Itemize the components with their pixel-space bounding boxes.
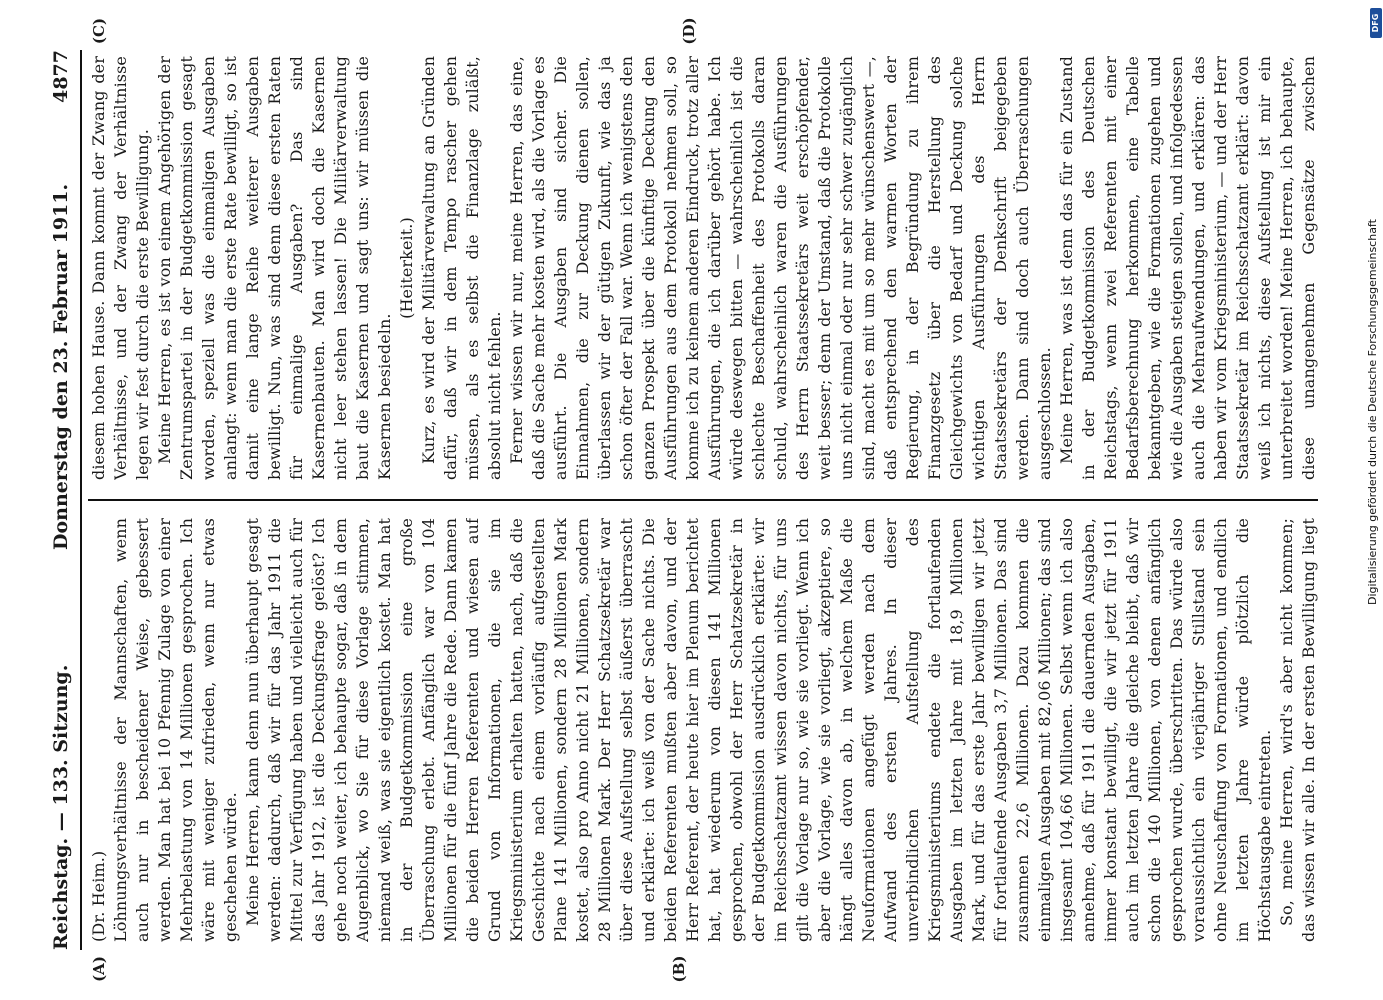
paragraph: diesem hohen Hause. Dann kommt der Zwang der Verhältnisse, und der Zwang der Verhältnisse legen wir fest durch die erste Bewilligung. (89, 56, 152, 480)
column-divider (88, 499, 1318, 501)
funding-sidebar (1362, 0, 1383, 1000)
header-date: Donnerstag den 23. Februar 1911. (50, 183, 72, 550)
speaker-label: (Dr. Heim.) (89, 850, 108, 942)
newspaper-page (30, 17, 1320, 983)
paragraph: So, meine Herren, wird's aber nicht kommen; das wissen wir alle. In der ersten Bewilligung liegt (1277, 518, 1318, 942)
dfg-logo (1370, 8, 1382, 38)
margin-marker-b: (B) (670, 955, 688, 983)
margin-marker-d: (D) (680, 17, 698, 45)
paragraph: Meine Herren, was ist denn das für ein Zustand in der Budgetkommission des Deutschen Reichstags, wenn zwei Referenten mit einer Bedarfsberechnung herkommen, eine Tabelle bekanntgeben, wie die Formationen zugehen und wie die Ausgaben steigen sollen, und infolgedessen auch die Mehraufwendungen, und erklären: das haben wir vom Kriegsministerium, — und der Herr Staatssekretär im Reichsschatzamt erklärt: davon weiß ich nichts, diese Aufstellung ist mir ein unterbreitet worden! Meine Herren, ich behaupte, diese unangenehmen Gegensätze zwischen (1057, 56, 1318, 480)
paragraph: Meine Herren, kann denn nun überhaupt gesagt werden: dadurch, daß wir für das Jahr 1911 die Mittel zur Verfügung haben und vielleicht auch für das Jahr 1912, ist die Deckungsfrage gelöst? Ich gehe noch weiter, ich behaupte sogar, daß in dem Augenblick, wo Sie für diese Vorlage stimmen, niemand weiß, was sie eigentlich kostet. Man hat in der Budgetkommission eine große Überraschung erlebt. Anfänglich war von 104 Millionen für die fünf Jahre die Rede. Dann kamen die beiden Herren Referenten und wiesen auf Grund von Informationen, die sie im Kriegsministerium erhalten hatten, nach, daß die Geschichte nach einem vorläufig aufgestellten Plane 141 Millionen, sondern 28 Millionen Mark kostet, also pro Anno nicht 21 Millionen, sondern 28 Millionen Mark. Der Herr Schatzsekretär war über diese Aufstellung selbst äußerst überrascht und erklärte: ich weiß von der Sache nichts. Die beiden Referenten mußten aber davon, und der Herr Referent, der heute hier im Plenum berichtet hat, hat wiederum von diesen 141 Millionen gesprochen, obwohl der Herr Schatzsekretär in der Budgetkommission ausdrücklich erklärte: wir im Reichsschatzamt wissen davon nichts, für uns gilt die Vorlage nur so, wie sie vorliegt. Wenn ich aber die Vorlage, wie sie vorliegt, akzeptiere, so hängt alles davon ab, in welchem Maße die Neuformationen angefügt werden nach dem Aufwand des ersten Jahres. In dieser unverbindlichen Aufstellung des Kriegsministeriums endete die fortlaufenden Ausgaben im letzten Jahre mit 18,9 Millionen Mark, und für das erste Jahr bewilligen wir jetzt für fortlaufende Ausgaben 3,7 Millionen. Das sind zusammen 22,6 Millionen. Dazu kommen die einmaligen Ausgaben mit 82,06 Millionen; das sind insgesamt 104,66 Millionen. Selbst wenn ich also annehme, daß für 1911 die dauernden Ausgaben, immer konstant bewilligt, die wir jetzt für 1911 auch im letzten Jahre die gleiche bleibt, daß wir schon die 140 Millionen, von denen anfänglich gesprochen wurde, überschritten. Das würde also voraussichtlich ein vierjähriger Stillstand sein ohne Neuschaffung von Formationen, und endlich im letzten Jahre würde plötzlich die Höchstausgabe eintreten. (243, 518, 1274, 942)
paragraph: Ferner wissen wir nur, meine Herren, das eine, daß die Sache mehr kosten wird, als die Vorlage es ausführt. Die Ausgaben sind sicher. Die Einnahmen, die zur Deckung dienen sollen, überlassen wir der gütigen Zukunft, wie das ja schon öfter der Fall war. Wenn ich wenigstens den ganzen Prospekt über die künftige Deckung den Ausführungen aus dem Protokoll nehmen soll, so komme ich zu keinem anderen Eindruck, trotz aller Ausführungen, die ich darüber gehört habe. Ich würde deswegen bitten — wahrscheinlich ist die schlechte Beschaffenheit des Protokolls daran schuld, wahrscheinlich waren die Ausführungen des Herrn Staatssekretärs weit erschöpfender, weit besser; denn der Umstand, daß die Protokolle uns nicht einmal oder nur sehr schwer zugänglich sind, macht es mit um so mehr wünschenswert —, daß entsprechend den warmen Worten der Regierung, in der Begründung zu ihrem Finanzgesetz über die Herstellung des Gleichgewichts von Bedarf und Deckung solche wichtigen Ausführungen des Herrn Staatssekretärs der Denkschrift beigegeben werden. Dann sind doch auch Überraschungen ausgeschlossen. (507, 56, 1054, 480)
paragraph: Meine Herren, es ist von einem Angehörigen der Zentrumspartei in der Budgetkommission gesagt worden, speziell was die einmaligen Ausgaben anlangt: wenn man die erste Rate bewilligt, so ist damit eine lange Reihe weiterer Ausgaben bewilligt. Nun, was sind denn diese ersten Raten für einmalige Ausgaben? Das sind Kasernenbauten. Man wird doch die Kasernen nicht leer stehen lassen! Die Militärverwaltung baut die Kasernen und sagt uns: wir müssen die Kasernen besiedeln. (155, 56, 394, 480)
interjection: (Heiterkeit.) (397, 217, 416, 319)
funding-notice: Digitalisierung gefördert durch die Deutsche Forschungsgemeinschaft (1366, 219, 1379, 605)
header-title: Reichstag. — 133. Sitzung. (50, 664, 72, 950)
page-number: 4877 (50, 50, 72, 103)
left-column (88, 518, 1318, 942)
paragraph: Kurz, es wird der Militärverwaltung an Gründen dafür, daß wir in dem Tempo rascher gehen müssen, als es selbst die Finanzlage zuläßt, absolut nicht fehlen. (419, 56, 504, 480)
right-column (88, 56, 1318, 480)
margin-marker-a: (A) (90, 956, 108, 982)
paragraph: Löhnungsverhältnisse der Mannschaften, wenn auch nur in bescheidener Weise, gebessert werden. Man hat bei 10 Pfennig Zulage von einer Mehrbelastung von 14 Millionen gesprochen. Ich wäre mit weniger zufrieden, wenn nur etwas geschehen würde. (111, 518, 240, 942)
margin-marker-c: (C) (90, 17, 108, 45)
dfg-logo-text: DFG (1371, 13, 1380, 33)
page-header (30, 50, 82, 950)
